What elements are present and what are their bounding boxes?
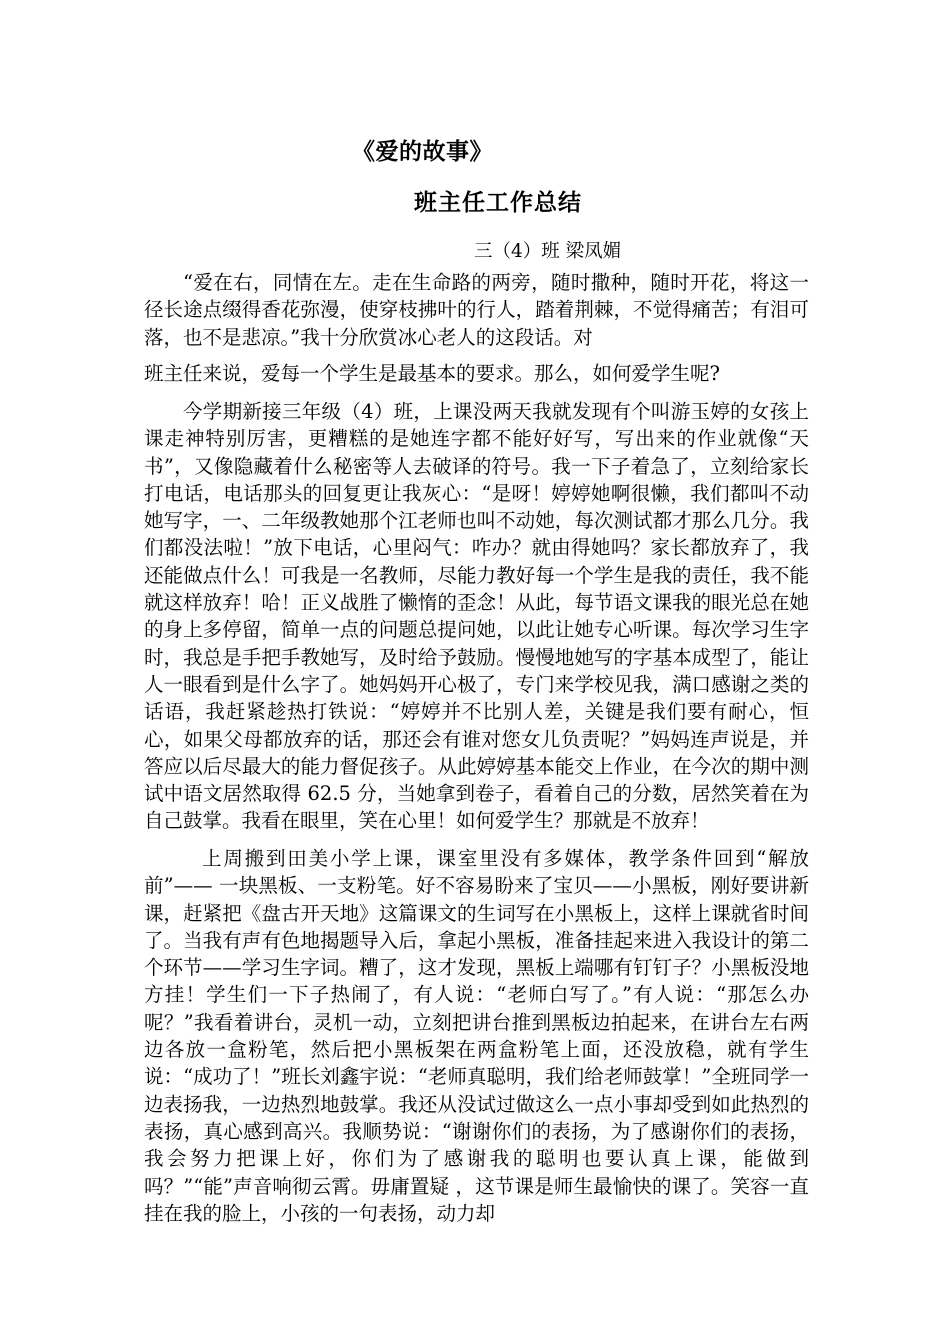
document-subtitle: 班主任工作总结 (414, 190, 582, 216)
paragraph-story-one: 今学期新接三年级（4）班，上课没两天我就发现有个叫游玉婷的女孩上课走神特别厉害，更糟糕的是她连字都不能好好写，写出来的作业就像“天书”，又像隐藏着什么秘密等人去破译的符号。我一下子着急了，立刻给家长打电话，电话那头的回复更让我灰心：“是呀！婷婷她啊很懒，我们都叫不动她写字，一、二年级教她那个江老师也叫不动她，每次测试都才那么几分。我们都没法啦！”放下电话，心里闷气：咋办？就由得她吗？家长都放弃了，我还能做点什么！可我是一名教师，尽能力教好每一个学生是我的责任，我不能就这样放弃！哈！正义战胜了懒惰的歪念！从此，每节语文课我的眼光总在她的身上多停留，简单一点的问题总提问她，以此让她专心听课。每次学习生字时，我总是手把手教她写，及时给予鼓励。慢慢地她写的字基本成型了，能让人一眼看到是什么字了。她妈妈开心极了，专门来学校见我，满口感谢之类的话语，我赶紧趁热打铁说：“婷婷并不比别人差，关键是我们要有耐心，恒心，如果父母都放弃的话，那还会有谁对您女儿负责呢？”妈妈连声说是，并答应以后尽最大的能力督促孩子。从此婷婷基本能交上作业，在今次的期中测试中语文居然取得 62.5 分，当她拿到卷子，看着自己的分数，居然笑着在为自己鼓掌。我看在眼里，笑在心里！如何爱学生？那就是不放弃！ (144, 400, 809, 833)
paragraph-intro: “爱在右，同情在左。走在生命路的两旁，随时撒种，随时开花，将这一径长途点缀得香花弥漫，使穿枝拂叶的行人，踏着荆棘，不觉得痛苦；有泪可落，也不是悲凉。”我十分欣赏冰心老人的这段话。对 (144, 271, 809, 349)
paragraph-intro-continued: 班主任来说，爱每一个学生是最基本的要求。那么，如何爱学生呢? (144, 362, 720, 385)
author-line: 三（4）班 梁凤媚 (474, 241, 622, 262)
document-title: 《爱的故事》 (352, 139, 493, 165)
paragraph-story-two: 上周搬到田美小学上课，课室里没有多媒体，教学条件回到“解放前”—— 一块黑板、一支粉笔。好不容易盼来了宝贝——小黑板，刚好要讲新课，赶紧把《盘古开天地》这篇课文的生词写在小黑板上，这样上课就省时间了。当我有声有色地揭题导入后，拿起小黑板，准备挂起来进入我设计的第二个环节——学习生字词。糟了，这才发现，黑板上端哪有钉钉子？小黑板没地方挂！学生们一下子热闹了，有人说：“老师白写了。”有人说：“那怎么办呢？”我看着讲台，灵机一动，立刻把讲台推到黑板边拍起来，在讲台左右两边各放一盒粉笔，然后把小黑板架在两盒粉笔上面，还没放稳，就有学生说：“成功了！”班长刘鑫宇说：“老师真聪明，我们给老师鼓掌！”全班同学一边表扬我，一边热烈地鼓掌。我还从没试过做这么一点小事却受到如此热烈的表扬，真心感到高兴。我顺势说：“谢谢你们的表扬，为了感谢你们的表扬，我会努力把课上好，你们为了感谢我的聪明也要认真上课，能做到吗？”“能”声音响彻云霄。毋庸置疑 ，这节课是师生最愉快的课了。笑容一直挂在我的脸上，小孩的一句表扬，动力却 (144, 847, 809, 1225)
